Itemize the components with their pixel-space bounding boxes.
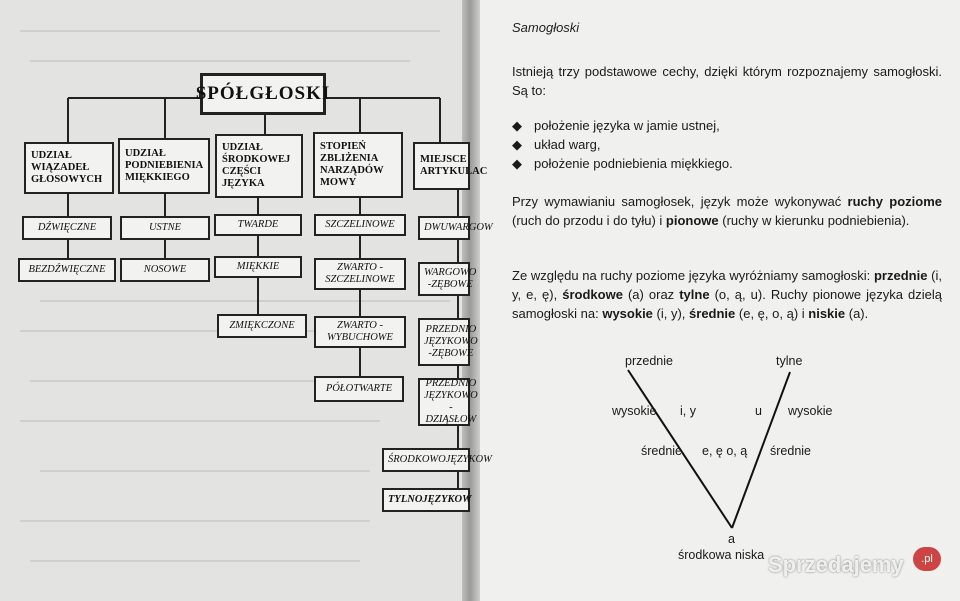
leaf-node — [214, 256, 302, 278]
text-run: (e, ę, o, ą) i — [735, 306, 809, 321]
leaf-node — [418, 378, 478, 426]
diagram-label-iy: i, y — [680, 404, 696, 418]
leaf-label: BEZDŹWIĘCZNE — [28, 264, 106, 275]
diagram-label-wysokie-left: wysokie — [612, 404, 657, 418]
tree-root-label: SPÓŁGŁOSKI — [195, 83, 331, 104]
leaf-label: ZMIĘKCZONE — [229, 320, 295, 331]
category-node — [413, 142, 488, 190]
leaf-node — [418, 216, 493, 240]
text-run: (o, ą, u). Ruchy pionowe języka dzielą samogłoski na: — [512, 287, 943, 321]
bold-term: wysokie — [602, 306, 653, 321]
leaf-node — [18, 258, 116, 282]
leaf-label: NOSOWE — [143, 264, 187, 275]
bullet-text: położenie języka w jamie ustnej, — [534, 118, 720, 133]
diagram-label-a: a — [728, 532, 735, 546]
text-run: (a). — [845, 306, 869, 321]
leaf-label: MIĘKKIE — [236, 261, 280, 272]
leaf-label: PRZEDNIO JĘZYKOWO -ZĘBOWE — [424, 324, 478, 359]
watermark-badge: .pl — [913, 547, 941, 571]
category-node — [215, 134, 303, 198]
category-label: MIEJSCE ARTYKULAC — [420, 154, 488, 177]
leaf-label: ZWARTO -WYBUCHOWE — [327, 320, 393, 343]
bold-term: ruchy poziome — [847, 194, 942, 209]
leaf-node — [22, 216, 112, 240]
category-label: UDZIAŁ WIĄZADEŁ GŁOSOWYCH — [31, 150, 103, 185]
category-label: STOPIEŃ ZBLIŻENIA NARZĄDÓW MOWY — [320, 141, 384, 188]
leaf-node — [120, 258, 210, 282]
leaf-label: PRZEDNIO JĘZYKOWO -DZIĄSŁOW — [424, 378, 478, 425]
diagram-label-wysokie-right: wysokie — [788, 404, 833, 418]
leaf-label: WARGOWO -ZĘBOWE — [424, 267, 477, 290]
bold-term: pionowe — [665, 213, 719, 228]
bold-term: środkowe — [562, 287, 623, 302]
vowel-diagram — [470, 0, 960, 601]
category-label: UDZIAŁ ŚRODKOWEJ CZĘŚCI JĘZYKA — [222, 142, 291, 189]
leaf-node — [217, 314, 307, 338]
text-run: (ruchy w kierunku podniebienia). — [718, 213, 910, 228]
diagram-label-przednie: przednie — [625, 354, 673, 368]
bullet-diamond-icon: ◆ — [512, 137, 522, 152]
leaf-label: TYLNOJĘZYKOW — [388, 494, 472, 505]
bold-term: przednie — [873, 268, 928, 283]
section-heading: Samogłoski — [512, 20, 580, 35]
leaf-label: ZWARTO -SZCZELINOWE — [325, 262, 395, 285]
intro-paragraph: Istnieją trzy podstawowe cechy, dzięki którym rozpoznajemy samogłoski. Są to: — [512, 64, 942, 98]
leaf-node — [314, 214, 406, 236]
leaf-node — [214, 214, 302, 236]
leaf-node — [120, 216, 210, 240]
diagram-label-srednie-left: średnie — [641, 444, 682, 458]
leaf-label: USTNE — [148, 222, 182, 233]
text-run: Przy wymawianiu samogłosek, język może wykonywać — [512, 194, 848, 209]
diagram-label-srednie-right: średnie — [770, 444, 811, 458]
leaf-node — [382, 448, 492, 472]
leaf-label: PÓŁOTWARTE — [325, 383, 393, 394]
tree-root — [195, 73, 331, 115]
bold-term: średnie — [689, 306, 736, 321]
leaf-node — [314, 376, 404, 402]
bullet-diamond-icon: ◆ — [512, 118, 522, 133]
diagram-label-u: u — [755, 404, 762, 418]
bullet-text: położenie podniebienia miękkiego. — [534, 156, 733, 171]
category-label: UDZIAŁ PODNIEBIENIA MIĘKKIEGO — [125, 148, 203, 183]
leaf-label: SZCZELINOWE — [325, 219, 395, 230]
text-run: (a) oraz — [622, 287, 680, 302]
leaf-label: ŚRODKOWOJĘZYKOW — [388, 454, 492, 465]
text-run: (i, y), — [652, 306, 690, 321]
leaf-node — [418, 318, 478, 366]
leaf-node — [314, 258, 406, 290]
text-run: (i, y, e, ę), — [512, 268, 942, 302]
leaf-label: DWUWARGOW — [424, 222, 493, 233]
watermark-logo: Sprzedajemy — [768, 552, 904, 577]
bullet-diamond-icon: ◆ — [512, 156, 522, 171]
text-run: Ze względu na ruchy poziome języka wyróżniamy samogłoski: — [512, 268, 874, 283]
bold-term: tylne — [679, 287, 710, 302]
text-run: (ruch do przodu i do tyłu) i — [512, 213, 666, 228]
category-node — [118, 138, 210, 194]
category-node — [313, 132, 403, 198]
bullet-text: układ warg, — [534, 137, 601, 152]
leaf-node — [314, 316, 406, 348]
category-node — [24, 142, 114, 194]
diagram-label-eoa: e, ę o, ą — [702, 444, 748, 458]
leaf-label: TWARDE — [237, 219, 279, 230]
diagram-label-tylne: tylne — [776, 354, 803, 368]
leaf-node — [418, 262, 477, 296]
bold-term: niskie — [808, 306, 846, 321]
leaf-node — [382, 488, 470, 512]
leaf-label: DŹWIĘCZNE — [37, 222, 97, 233]
diagram-label-srodkowa: środkowa niska — [678, 548, 765, 562]
